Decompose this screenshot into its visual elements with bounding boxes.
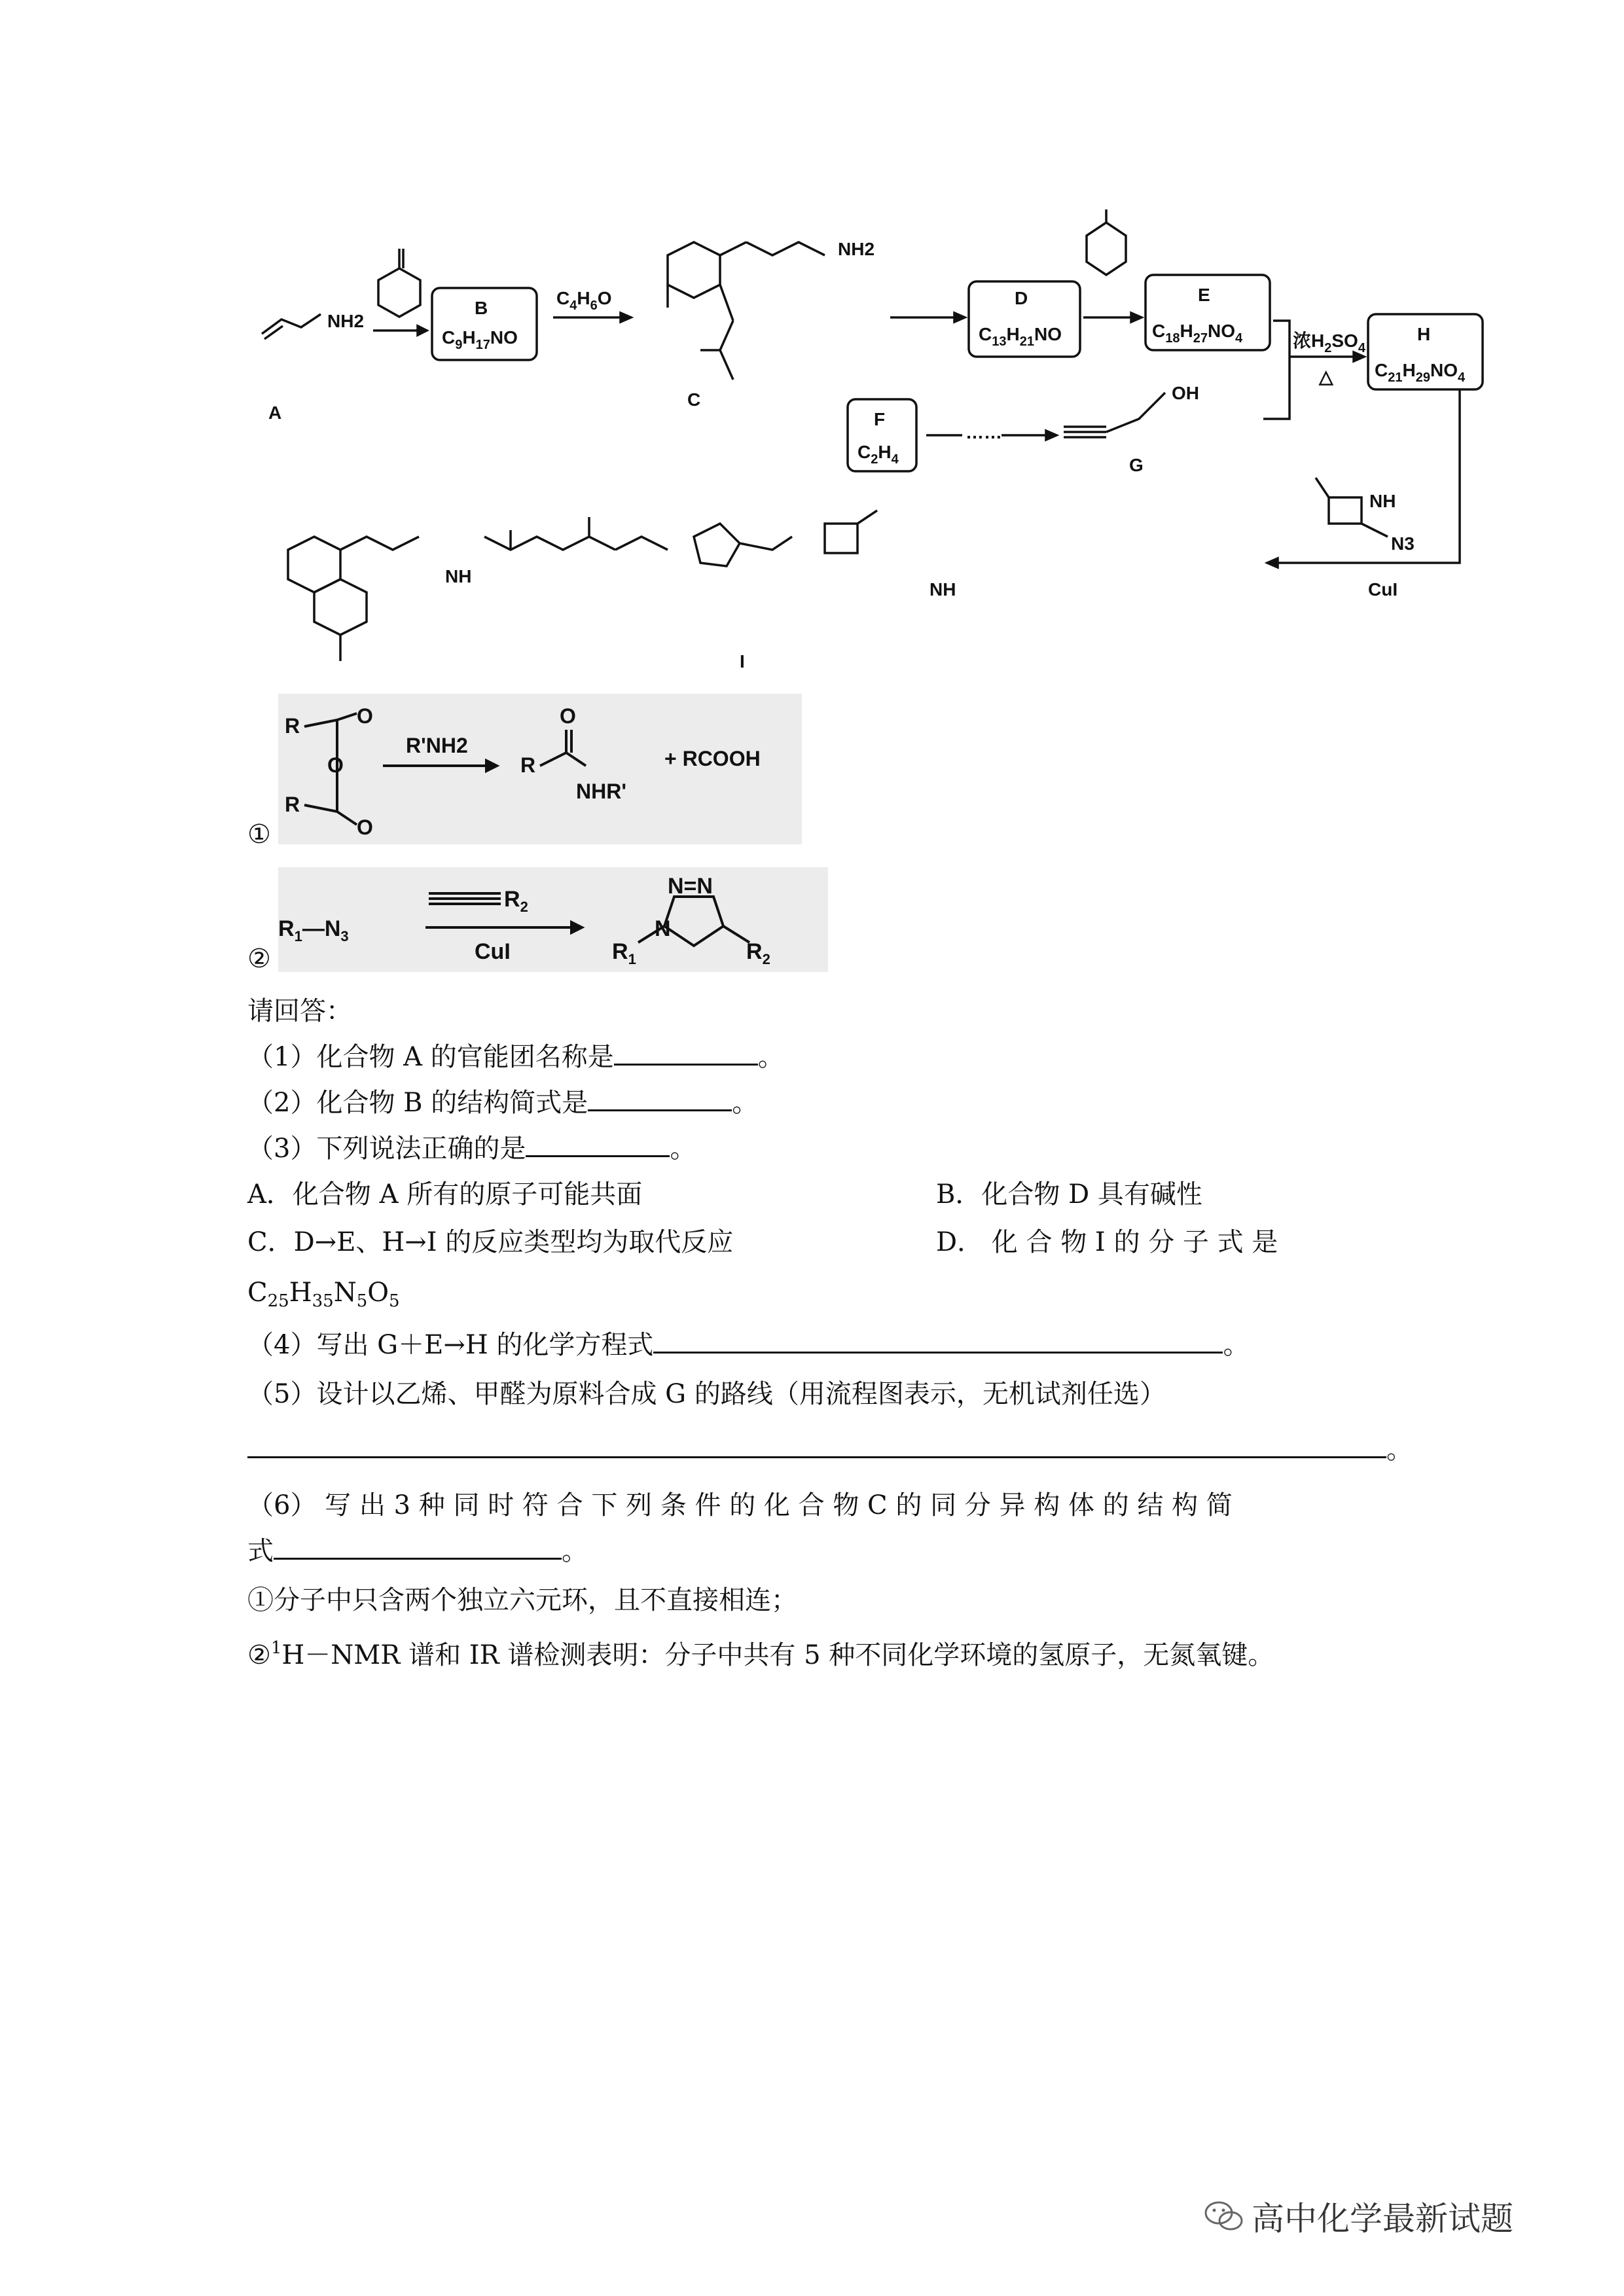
answer-blank-3[interactable] [526, 1129, 670, 1157]
option-b: B．化合物 D 具有碱性 [936, 1179, 1202, 1210]
nh2-label: NH2 [327, 311, 365, 331]
svg-text:N: N [655, 916, 671, 941]
option-a: A．化合物 A 所有的原子可能共面 [247, 1179, 643, 1210]
r1-byproduct: + RCOOH [664, 747, 761, 770]
question-2: （2）化合物 B 的结构简式是 。 [247, 1083, 758, 1122]
svg-text:R1—N3: $R_1—N_3$ [278, 916, 349, 944]
answer-blank-1[interactable] [614, 1037, 758, 1066]
r1-reagent: R'NH2 [406, 734, 468, 757]
compound-g-label: G [1129, 455, 1144, 475]
option-d-formula: $C_{25}H_{35}N_5O_5$ [247, 1278, 400, 1311]
compound-c-label: C [687, 389, 701, 410]
compound-a-label: A [268, 403, 282, 423]
reaction-1-image [278, 694, 802, 844]
question-6: （6） 写 出 3 种 同 时 符 合 下 列 条 件 的 化 合 物 C 的 同 分 异 构 体 的 结 构 简 [247, 1490, 1233, 1520]
condition-1: ①分子中只含两个独立六元环，且不直接相连； [247, 1585, 797, 1615]
wechat-icon [1204, 2200, 1244, 2233]
compound-e-label: E [1198, 285, 1210, 305]
svg-text:R2: $R_2$ [504, 887, 528, 915]
dots-label: …… [965, 422, 1002, 442]
cui-label: CuI [1368, 579, 1398, 600]
watermark-text: 高中化学最新试题 [1252, 2200, 1513, 2238]
compound-e-formula: $C_{18}H_{27}NO_4$ [1152, 321, 1243, 346]
svg-text:O: O [357, 704, 373, 728]
compound-d-formula: $C_{13}H_{21}NO$ [979, 324, 1062, 349]
answer-blank-6[interactable] [274, 1532, 562, 1560]
svg-text:R: R [285, 714, 300, 738]
svg-text:R2: $R_2$ [746, 939, 770, 967]
reaction-1-marker: ① [247, 819, 271, 850]
question-3: （3）下列说法正确的是 。 [247, 1129, 696, 1168]
compound-f-formula: $C_2H_4$ [857, 442, 899, 467]
compound-f-label: F [874, 409, 886, 429]
svg-text:R: R [285, 793, 300, 816]
reaction-2-image [278, 867, 828, 972]
svg-text:O: O [327, 753, 344, 777]
acid-reagent: 浓$H_2SO_4$ [1293, 331, 1365, 355]
answer-blank-4[interactable] [653, 1325, 1223, 1354]
synthesis-scheme [249, 209, 1506, 694]
svg-text:R1: $R_1$ [612, 939, 636, 967]
option-d: D． 化 合 物 I 的 分 子 式 是 [936, 1227, 1278, 1257]
compound-b-label: B [475, 298, 488, 318]
question-5: （5）设计以乙烯、甲醛为原料合成 G 的路线（用流程图表示，无机试剂任选） [247, 1379, 1166, 1409]
svg-text:N=N: N=N [668, 874, 713, 899]
reaction-1-diagram [278, 694, 802, 844]
reaction-2-diagram [278, 867, 828, 972]
compound-i-label: I [740, 651, 745, 672]
r1-nhr: NHR' [576, 780, 626, 803]
answer-blank-5[interactable] [247, 1430, 1386, 1458]
svg-text:R: R [520, 753, 536, 777]
nh-label: NH [1369, 491, 1396, 511]
option-c: C．D→E、H→I 的反应类型均为取代反应 [247, 1227, 734, 1257]
heat-label: △ [1319, 367, 1333, 387]
svg-text:O: O [560, 704, 576, 728]
question-4: （4）写出 G＋E→H 的化学方程式 。 [247, 1325, 1249, 1365]
i-nh-label: NH [445, 566, 472, 586]
compound-b-formula: $C_9H_{17}NO$ [442, 327, 518, 352]
c-nh2-label: NH2 [838, 239, 875, 259]
question-5-answer-line: 。 [247, 1430, 1413, 1469]
compound-h-label: H [1417, 324, 1431, 344]
watermark [1204, 2193, 1513, 2240]
intro-text: 请回答： [247, 996, 352, 1026]
compound-d-label: D [1015, 288, 1028, 308]
reagent-bc: $C_4H_6O$ [556, 288, 612, 313]
question-1: （1）化合物 A 的官能团名称是 。 [247, 1037, 784, 1077]
oh-label: OH [1172, 383, 1199, 403]
answer-blank-2[interactable] [588, 1083, 732, 1111]
compound-h-formula: $C_{21}H_{29}NO_4$ [1375, 360, 1466, 385]
i-nh2-label: NH [929, 579, 956, 600]
svg-text:O: O [357, 816, 373, 839]
question-6-cont: 式 。 [247, 1532, 588, 1571]
reaction-2-marker: ② [247, 944, 271, 974]
condition-2: ②$^1$H－NMR 谱和 IR 谱检测表明：分子中共有 5 种不同化学环境的氢原子，无氮氧键。 [247, 1638, 1274, 1670]
n3-label: N3 [1391, 533, 1415, 554]
r2-catalyst: CuI [475, 939, 511, 964]
